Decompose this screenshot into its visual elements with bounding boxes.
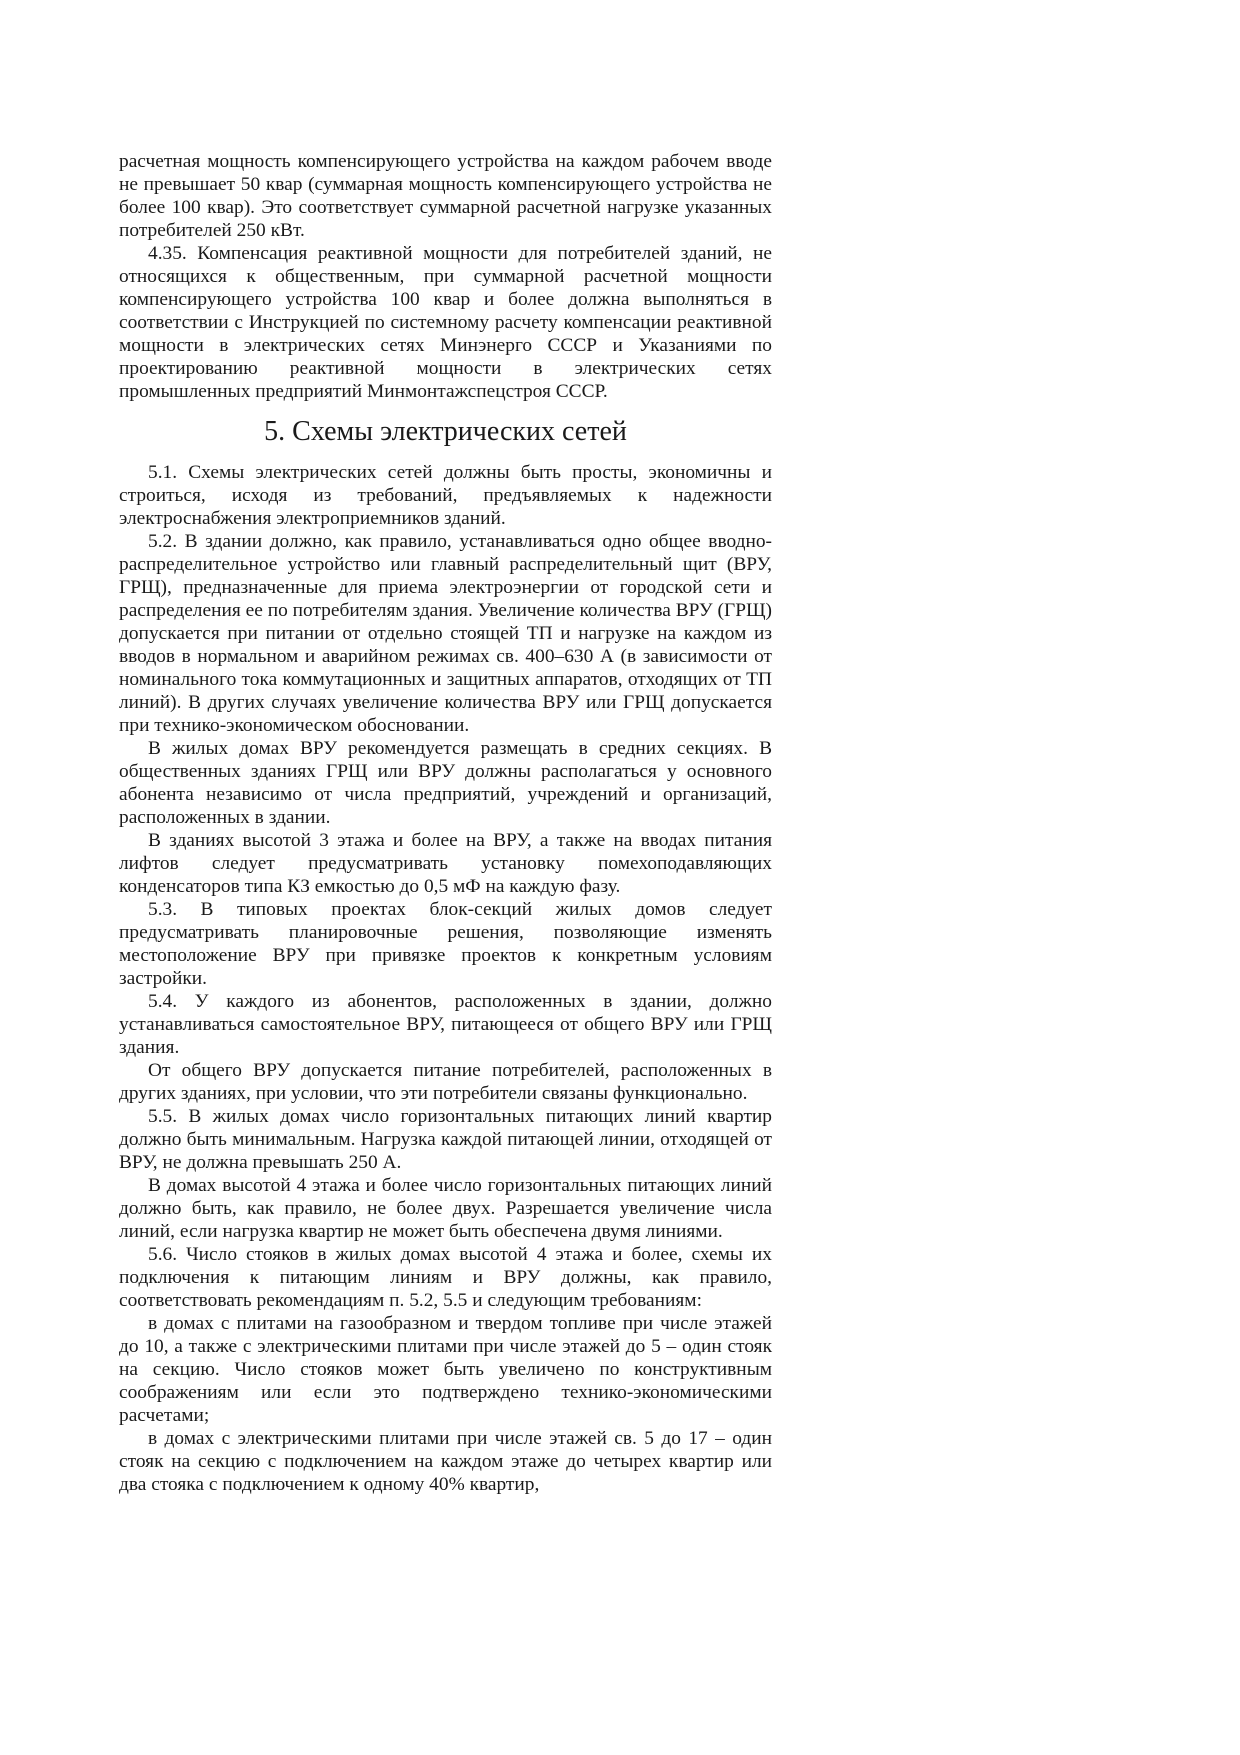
paragraph-5-4: 5.4. У каждого из абонентов, расположенных в здании, должно устанавливаться самостоятельное ВРУ, питающееся от общего ВРУ или ГРЩ здания.: [119, 991, 772, 1058]
paragraph-5-2-capacitors: В зданиях высотой 3 этажа и более на ВРУ, а также на вводах питания лифтов следует предусматривать установку помехоподавляющих конденсаторов типа КЗ емкостью до 0,5 мФ на каждую фазу.: [119, 830, 772, 897]
paragraph-5-3: 5.3. В типовых проектах блок-секций жилых домов следует предусматривать планировочные решения, позволяющие изменять местоположение ВРУ при привязке проектов к конкретным условиям застройки.: [119, 899, 772, 989]
paragraph-5-2-residential: В жилых домах ВРУ рекомендуется размещать в средних секциях. В общественных зданиях ГРЩ или ВРУ должны располагаться у основного абонента независимо от числа предприятий, учреждений и организаций, расположенных в здании.: [119, 738, 772, 828]
paragraph-5-4-other-buildings: От общего ВРУ допускается питание потребителей, расположенных в других зданиях, при условии, что эти потребители связаны функционально.: [119, 1060, 772, 1104]
paragraph-5-6-electric-stoves: в домах с электрическими плитами при числе этажей св. 5 до 17 – один стояк на секцию с подключением на каждом этаже до четырех квартир или два стояка с подключением к одному 40% квартир,: [119, 1428, 772, 1495]
paragraph-5-6-gas-stoves: в домах с плитами на газообразном и твердом топливе при числе этажей до 10, а также с электрическими плитами при числе этажей до 5 – один стояк на секцию. Число стояков может быть увеличено по конструктивным соображениям или если это подтверждено технико-экономическими расчетами;: [119, 1313, 772, 1426]
paragraph-continuation: расчетная мощность компенсирующего устройства на каждом рабочем вводе не превышает 50 квар (суммарная мощность компенсирующего устройства не более 100 квар). Это соответствует суммарной расчетной нагрузке указанных потребителей 250 кВт.: [119, 151, 772, 241]
paragraph-5-5-lines: В домах высотой 4 этажа и более число горизонтальных питающих линий должно быть, как правило, не более двух. Разрешается увеличение числа линий, если нагрузка квартир не может быть обеспечена двумя линиями.: [119, 1175, 772, 1242]
paragraph-5-2: 5.2. В здании должно, как правило, устанавливаться одно общее вводно-распределительное устройство или главный распределительный щит (ВРУ, ГРЩ), предназначенные для приема электроэнергии от городской сети и распределения ее по потребителям здания. Увеличение количества ВРУ (ГРЩ) допускается при питании от отдельно стоящей ТП и нагрузке на каждом из вводов в нормальном и аварийном режимах св. 400–630 А (в зависимости от номинального тока коммутационных и защитных аппаратов, отходящих от ТП линий). В других случаях увеличение количества ВРУ или ГРЩ допускается при технико-экономическом обосновании.: [119, 531, 772, 736]
paragraph-5-1: 5.1. Схемы электрических сетей должны быть просты, экономичны и строиться, исходя из требований, предъявляемых к надежности электроснабжения электроприемников зданий.: [119, 462, 772, 529]
paragraph-5-6: 5.6. Число стояков в жилых домах высотой 4 этажа и более, схемы их подключения к питающим линиям и ВРУ должны, как правило, соответствовать рекомендациям п. 5.2, 5.5 и следующим требованиям:: [119, 1244, 772, 1311]
document-page: [119, 150, 772, 1496]
section-title: 5. Схемы электрических сетей: [264, 416, 627, 447]
paragraph-4-35: 4.35. Компенсация реактивной мощности для потребителей зданий, не относящихся к общественным, при суммарной расчетной мощности компенсирующего устройства 100 квар и более должна выполняться в соответствии с Инструкцией по системному расчету компенсации реактивной мощности в электрических сетях Минэнерго СССР и Указаниями по проектированию реактивной мощности в электрических сетях промышленных предприятий Минмонтажспецстроя СССР.: [119, 243, 772, 402]
paragraph-5-5: 5.5. В жилых домах число горизонтальных питающих линий квартир должно быть минимальным. Нагрузка каждой питающей линии, отходящей от ВРУ, не должна превышать 250 А.: [119, 1106, 772, 1173]
